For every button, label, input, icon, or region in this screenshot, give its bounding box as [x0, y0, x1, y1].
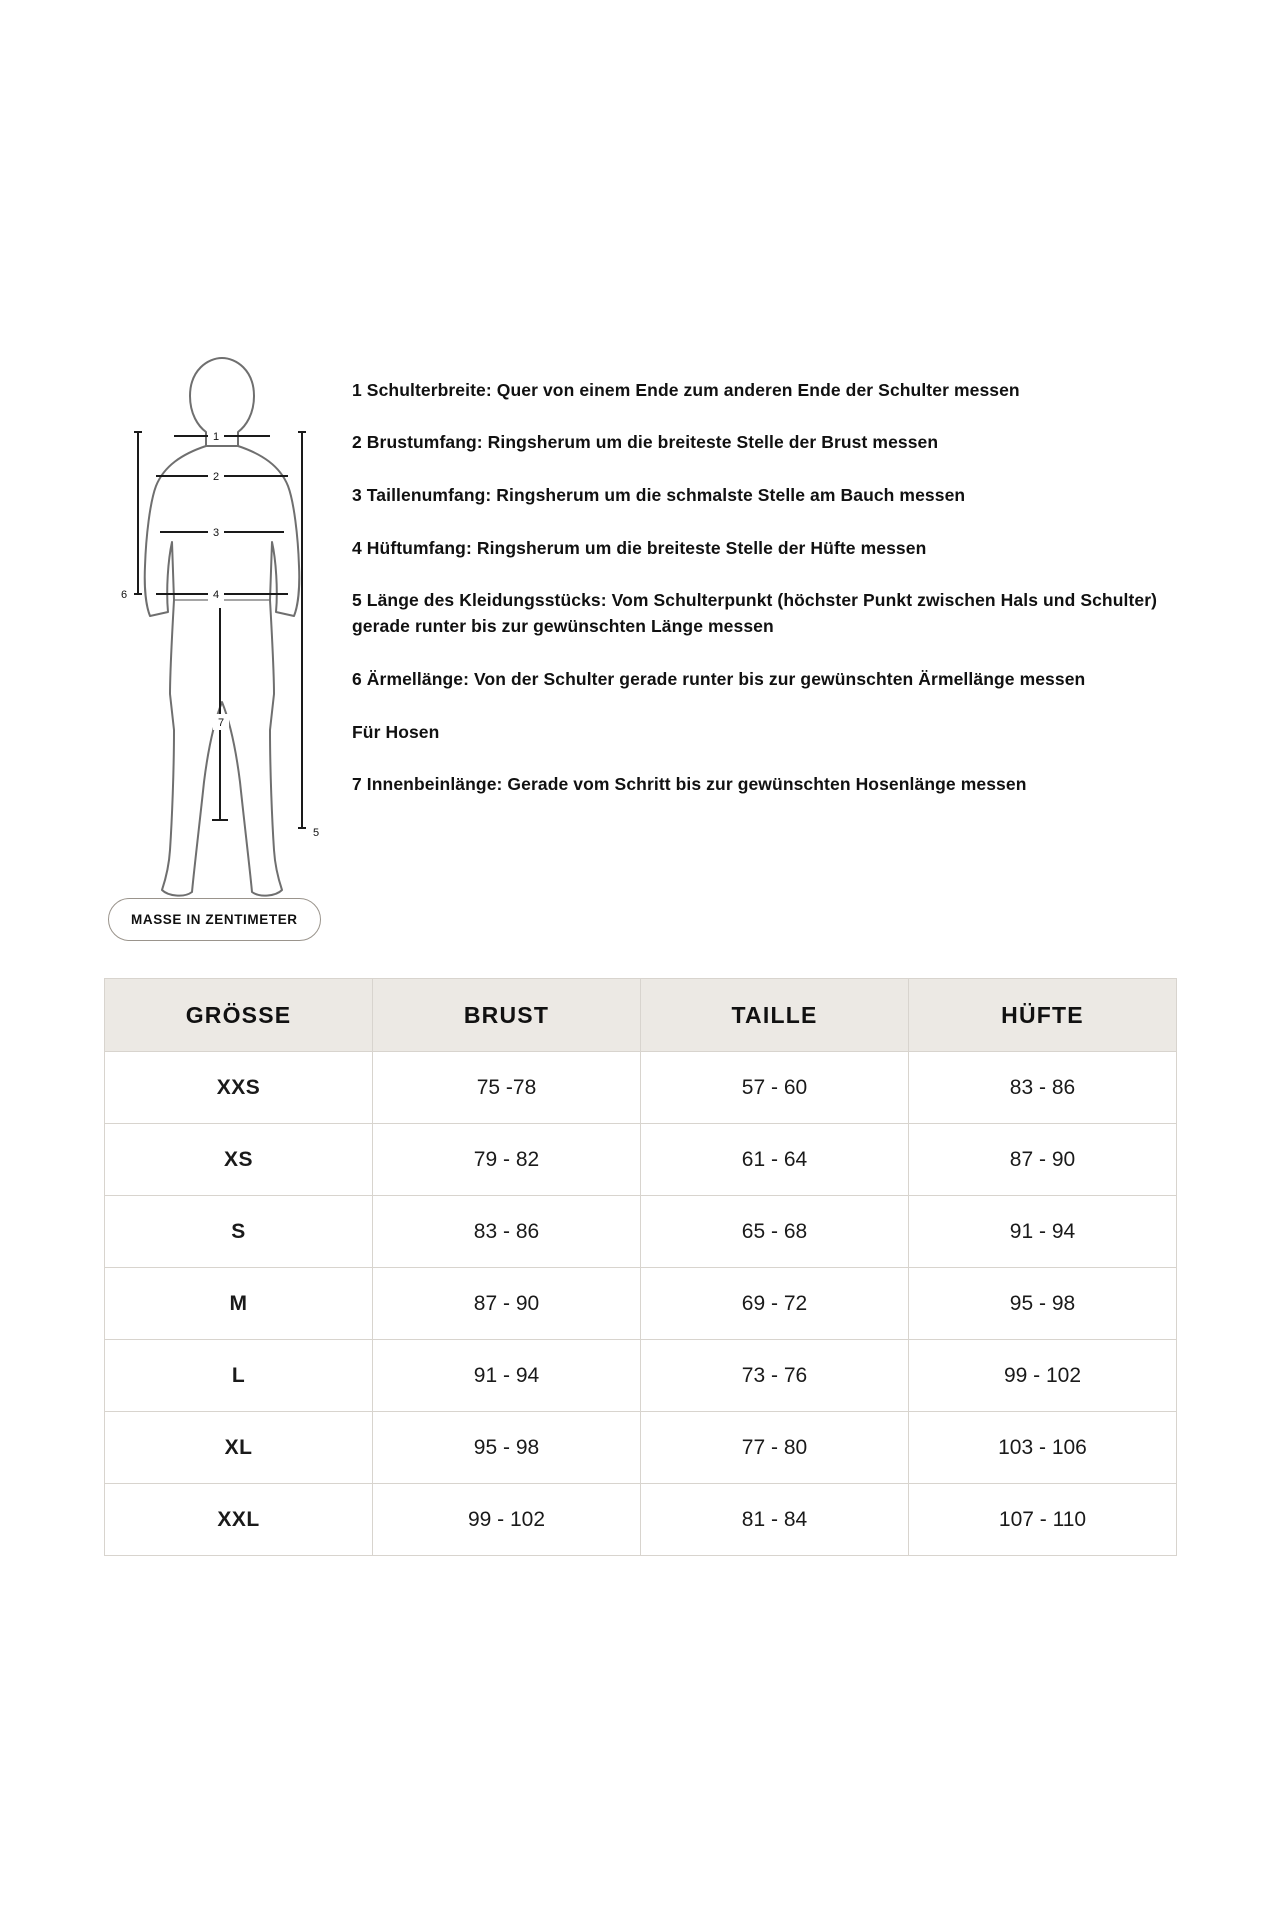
cell-taille: 57 - 60: [641, 1052, 909, 1124]
instructions-list: [352, 360, 1162, 798]
table-row: [105, 1484, 1177, 1556]
instruction-5: 5 Länge des Kleidungsstücks: Vom Schulterpunkt (höchster Punkt zwischen Hals und Schulter) gerade runter bis zur gewünschten Länge messen: [352, 590, 1158, 637]
table-row: [105, 1268, 1177, 1340]
marker-1: 1: [212, 431, 220, 443]
body-measurement-diagram: [112, 350, 332, 910]
instruction-2: 2 Brustumfang: Ringsherum um die breiteste Stelle der Brust messen: [352, 432, 939, 453]
cell-huefte: 95 - 98: [909, 1268, 1177, 1340]
marker-5: 5: [312, 827, 320, 839]
cell-huefte: 99 - 102: [909, 1340, 1177, 1412]
marker-2: 2: [212, 471, 220, 483]
cell-brust: 75 -78: [373, 1052, 641, 1124]
instruction-pants-heading: Für Hosen: [352, 721, 440, 742]
table-row: [105, 1124, 1177, 1196]
header-huefte: HÜFTE: [909, 979, 1177, 1052]
cell-brust: 95 - 98: [373, 1412, 641, 1484]
cell-taille: 61 - 64: [641, 1124, 909, 1196]
marker-6: 6: [120, 589, 128, 601]
cell-taille: 69 - 72: [641, 1268, 909, 1340]
unit-badge: MASSE IN ZENTIMETER: [108, 898, 321, 941]
cell-huefte: 91 - 94: [909, 1196, 1177, 1268]
cell-brust: 83 - 86: [373, 1196, 641, 1268]
cell-brust: 99 - 102: [373, 1484, 641, 1556]
marker-4: 4: [212, 589, 220, 601]
instruction-3: 3 Taillenumfang: Ringsherum um die schmalste Stelle am Bauch messen: [352, 484, 966, 505]
header-brust: BRUST: [373, 979, 641, 1052]
cell-size: XXS: [105, 1052, 373, 1124]
cell-size: XL: [105, 1412, 373, 1484]
cell-huefte: 83 - 86: [909, 1052, 1177, 1124]
cell-taille: 65 - 68: [641, 1196, 909, 1268]
cell-size: L: [105, 1340, 373, 1412]
table-row: [105, 1196, 1177, 1268]
cell-size: M: [105, 1268, 373, 1340]
table-row: [105, 1412, 1177, 1484]
cell-huefte: 87 - 90: [909, 1124, 1177, 1196]
cell-taille: 73 - 76: [641, 1340, 909, 1412]
instruction-6: 6 Ärmellänge: Von der Schulter gerade runter bis zur gewünschten Ärmellänge messen: [352, 668, 1086, 689]
cell-taille: 81 - 84: [641, 1484, 909, 1556]
marker-7: 7: [217, 717, 225, 729]
cell-brust: 87 - 90: [373, 1268, 641, 1340]
table-row: [105, 1052, 1177, 1124]
cell-size: XXL: [105, 1484, 373, 1556]
size-chart-table: [104, 978, 1177, 1556]
cell-huefte: 103 - 106: [909, 1412, 1177, 1484]
cell-brust: 91 - 94: [373, 1340, 641, 1412]
cell-huefte: 107 - 110: [909, 1484, 1177, 1556]
marker-3: 3: [212, 527, 220, 539]
instruction-7: 7 Innenbeinlänge: Gerade vom Schritt bis zur gewünschten Hosenlänge messen: [352, 774, 1027, 795]
table-header-row: [105, 979, 1177, 1052]
header-taille: TAILLE: [641, 979, 909, 1052]
cell-size: XS: [105, 1124, 373, 1196]
instruction-4: 4 Hüftumfang: Ringsherum um die breiteste Stelle der Hüfte messen: [352, 537, 927, 558]
cell-taille: 77 - 80: [641, 1412, 909, 1484]
header-groesse: GRÖSSE: [105, 979, 373, 1052]
cell-brust: 79 - 82: [373, 1124, 641, 1196]
table-row: [105, 1340, 1177, 1412]
instruction-1: 1 Schulterbreite: Quer von einem Ende zum anderen Ende der Schulter messen: [352, 379, 1020, 400]
cell-size: S: [105, 1196, 373, 1268]
